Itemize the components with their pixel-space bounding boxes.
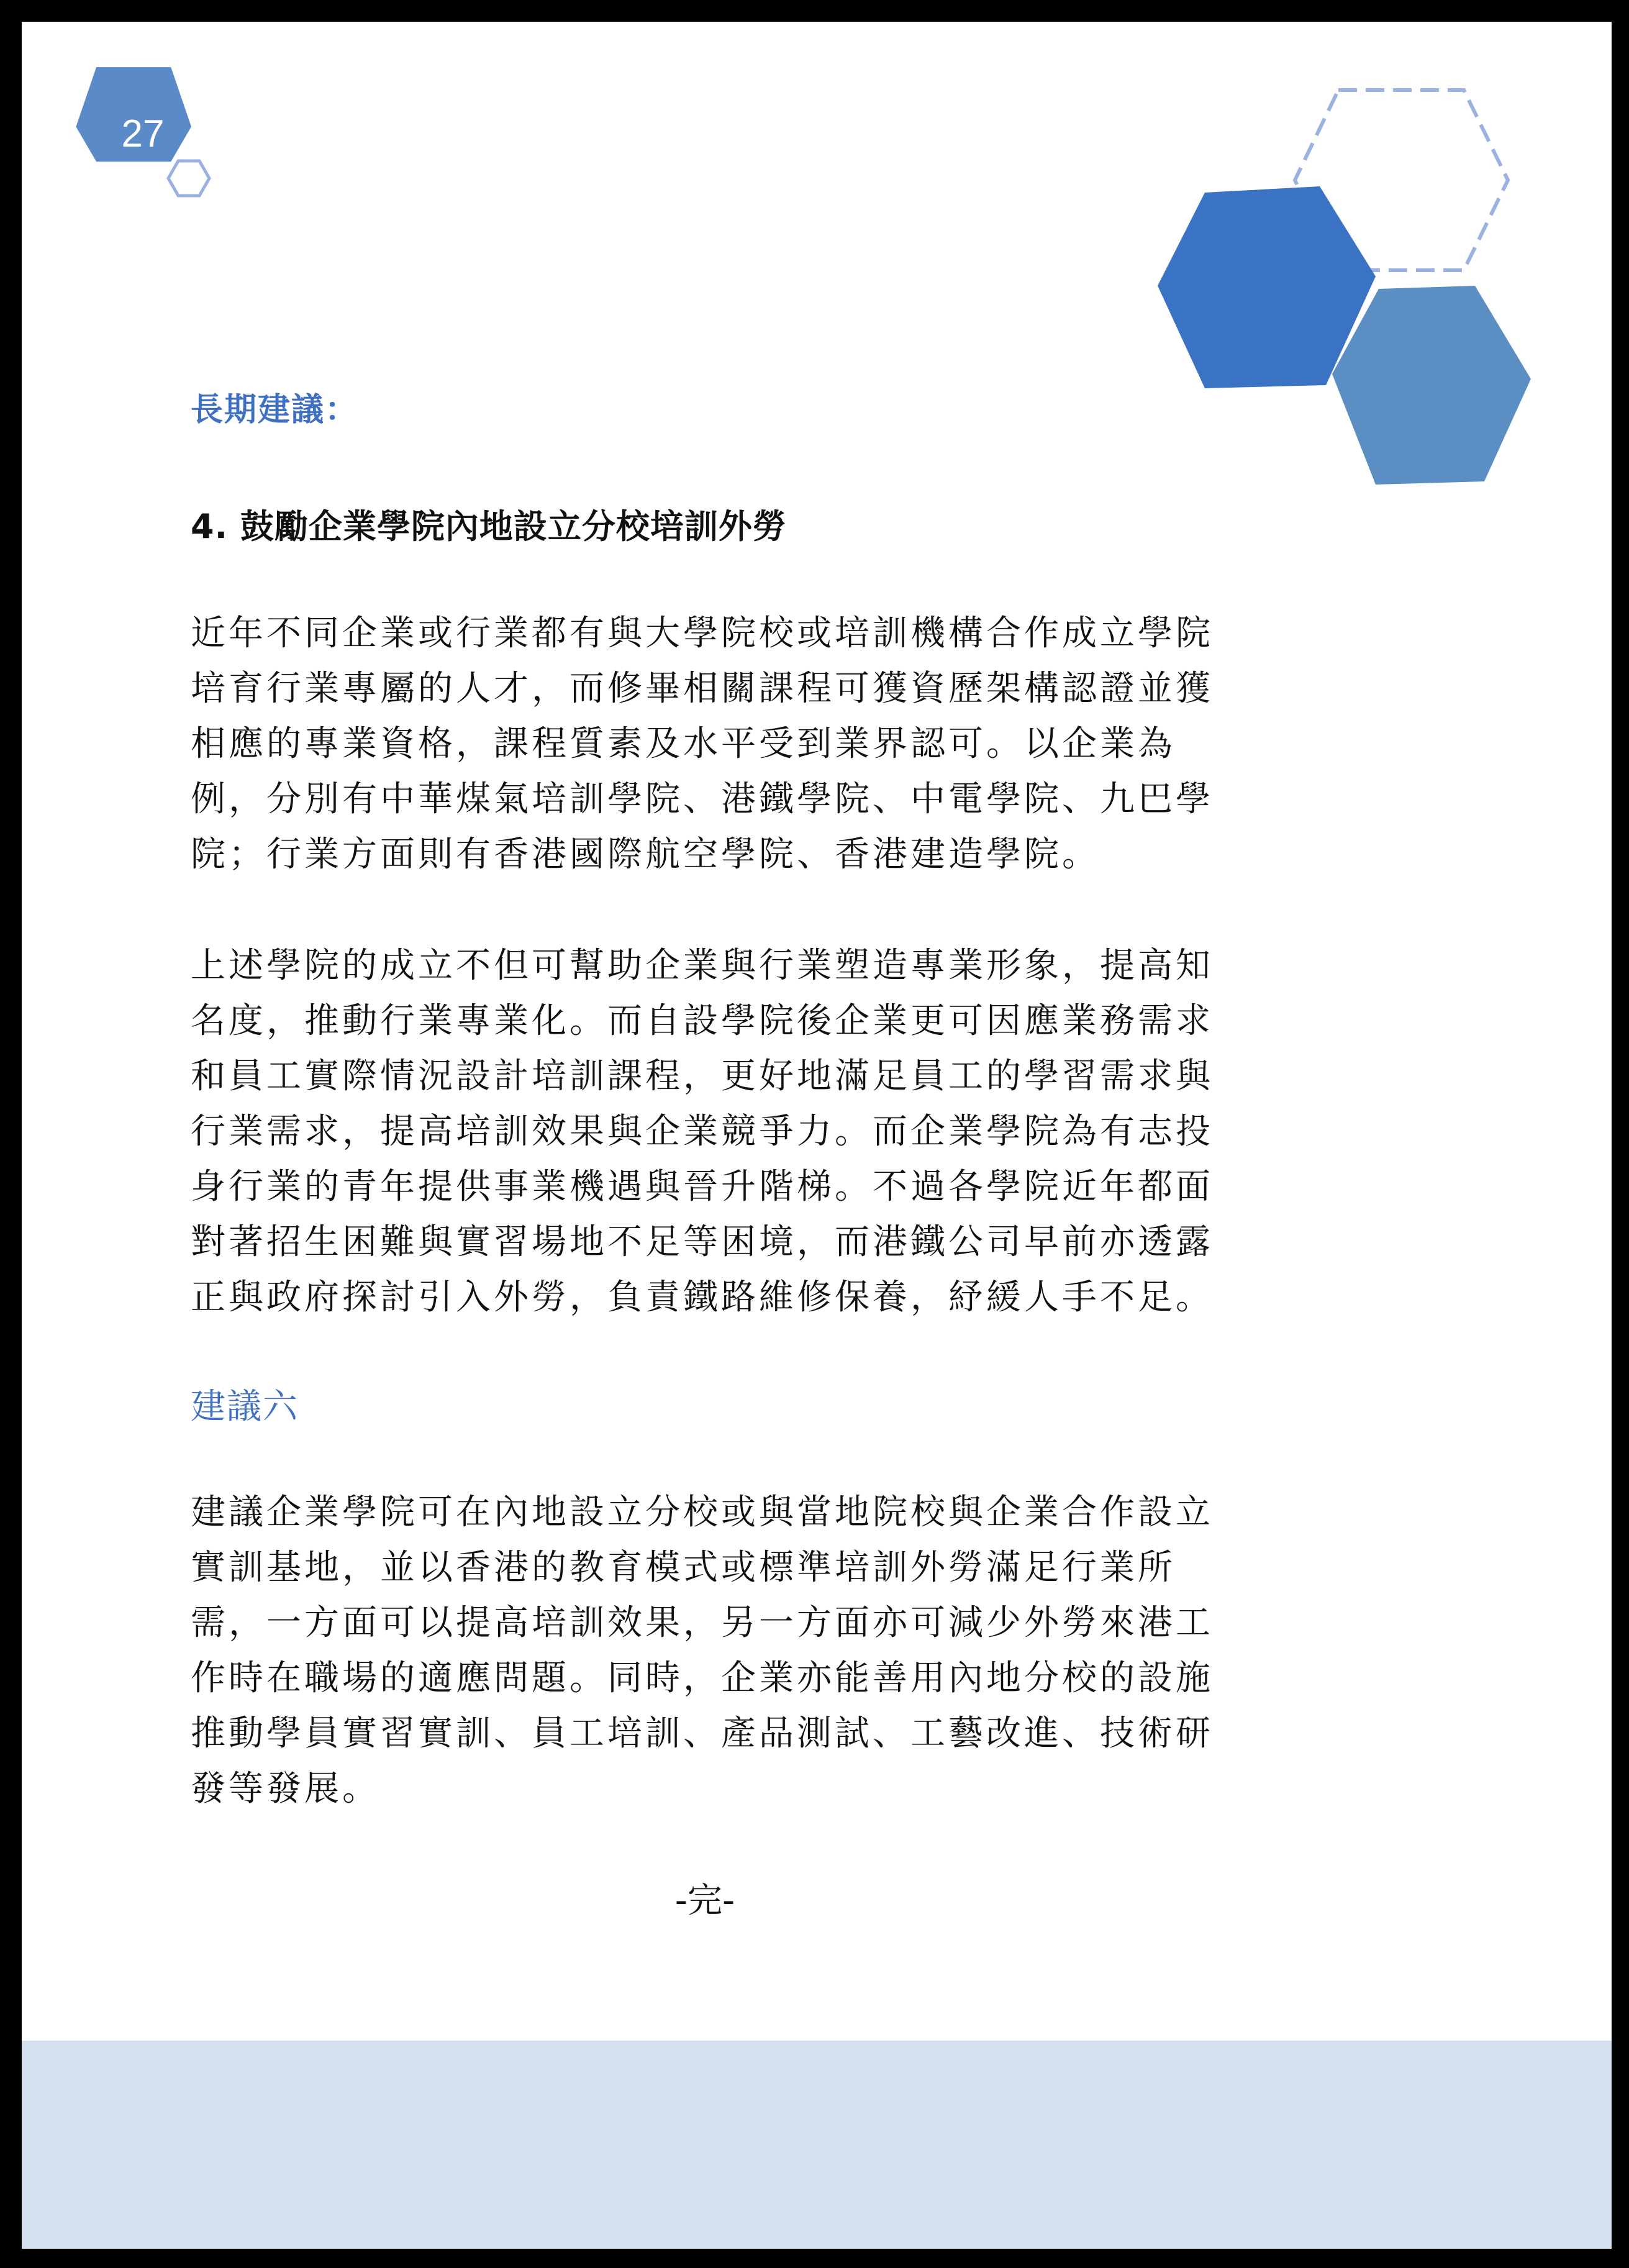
footer-band	[22, 2041, 1612, 2249]
end-mark: -完-	[674, 1880, 735, 1921]
recommendation-label: 建議六	[191, 1387, 299, 1427]
body-paragraph-3: 建議企業學院可在內地設立分校或與當地院校與企業合作設立 實訓基地，並以香港的教育模式或標準培訓外勞滿足行業所 需，一方面可以提高培訓效果，另一方面亦可減少外勞來港工 作時在職場的適應問題。同時，企業亦能善用內地分校的設施 推動學員實習實訓、員工培訓、產品測試、工藝改進、技術研 發等發展。	[191, 1492, 1214, 1809]
hexagon-cluster-icon	[22, 22, 1612, 519]
page-sheet	[22, 22, 1612, 2249]
long-term-heading: 長期建議：	[191, 391, 359, 429]
page-number: 27	[121, 112, 165, 155]
mid-blue-hexagon	[1332, 286, 1531, 485]
section-heading: 4. 鼓勵企業學院內地設立分校培訓外勞	[191, 507, 787, 546]
body-paragraph-2: 上述學院的成立不但可幫助企業與行業塑造專業形象，提高知 名度，推動行業專業化。而自設學院後企業更可因應業務需求 和員工實際情況設計培訓課程，更好地滿足員工的學習需求與 行業需求，提高培訓效果與企業競爭力。而企業學院為有志投 身行業的青年提供事業機遇與晉升階梯。不過各學院近年都面 對著招生困難與實習場地不足等困境，而港鐵公司早前亦透露 正與政府探討引入外勞，負責鐵路維修保養，紓緩人手不足。	[191, 945, 1214, 1318]
body-paragraph-1: 近年不同企業或行業都有與大學院校或培訓機構合作成立學院 培育行業專屬的人才，而修畢相關課程可獲資歷架構認證並獲 相應的專業資格，課程質素及水平受到業界認可。以企業為 例，分別有中華煤氣培訓學院、港鐵學院、中電學院、九巴學 院；行業方面則有香港國際航空學院、香港建造學院。	[191, 613, 1214, 875]
